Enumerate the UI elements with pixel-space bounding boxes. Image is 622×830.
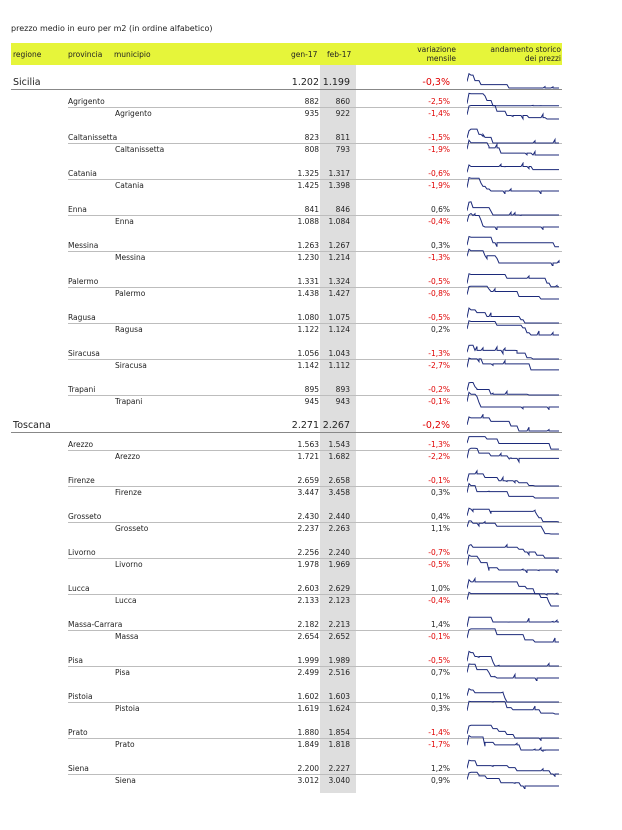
- municipality-name: Livorno: [115, 560, 143, 569]
- variation-value: -0,1%: [428, 632, 450, 641]
- municipality-name: Pistoia: [115, 704, 140, 713]
- region-name: Toscana: [13, 420, 51, 431]
- feb-value: 1.682: [328, 452, 350, 461]
- municipality-name: Grosseto: [115, 524, 149, 533]
- gen-value: 1.602: [297, 692, 319, 701]
- gen-value: 2.603: [297, 584, 319, 593]
- sparkline-path: [467, 484, 559, 498]
- sparkline-path: [467, 74, 559, 88]
- variation-value: 0,9%: [430, 776, 450, 785]
- price-trend-sparkline: [467, 697, 562, 717]
- feb-value: 1.989: [328, 656, 350, 665]
- sparkline-path: [467, 249, 559, 266]
- variation-value: -0,5%: [428, 313, 450, 322]
- sparkline-path: [467, 521, 559, 534]
- variation-value: -1,3%: [428, 253, 450, 262]
- gen-value: 2.430: [297, 512, 319, 521]
- feb-value: 1.969: [328, 560, 350, 569]
- feb-value: 1.112: [328, 361, 350, 370]
- header-andamento: [473, 45, 561, 63]
- sparkline-path: [467, 555, 559, 573]
- table-caption: prezzo medio in euro per m2 (in ordine alfabetico): [11, 24, 213, 33]
- variation-value: -2,2%: [428, 452, 450, 461]
- variation-value: -0,3%: [422, 77, 450, 88]
- gen-value: 1.056: [297, 349, 319, 358]
- feb-value: 1.624: [328, 704, 350, 713]
- province-name: Enna: [68, 205, 87, 214]
- province-name: Firenze: [68, 476, 95, 485]
- header-provincia: provincia: [68, 50, 103, 59]
- sparkline-path: [467, 415, 559, 431]
- feb-value: 1.075: [328, 313, 350, 322]
- price-trend-sparkline: [467, 174, 562, 194]
- variation-value: -1,5%: [428, 133, 450, 142]
- price-trend-sparkline: [467, 71, 562, 91]
- gen-value: 1.880: [297, 728, 319, 737]
- gen-value: 1.202: [291, 77, 319, 88]
- municipality-name: Massa: [115, 632, 139, 641]
- variation-value: -0,8%: [428, 289, 450, 298]
- variation-value: -0,5%: [428, 560, 450, 569]
- price-trend-sparkline: [467, 769, 562, 789]
- gen-value: 1.721: [297, 452, 319, 461]
- price-trend-sparkline: [467, 414, 562, 434]
- variation-value: -1,7%: [428, 740, 450, 749]
- municipality-name: Arezzo: [115, 452, 141, 461]
- feb-value: 846: [335, 205, 350, 214]
- feb-value: 1.398: [328, 181, 350, 190]
- price-trend-sparkline: [467, 625, 562, 645]
- gen-value: 3.447: [297, 488, 319, 497]
- variation-value: -0,5%: [428, 656, 450, 665]
- province-name: Caltanissetta: [68, 133, 118, 142]
- variation-value: 0,3%: [430, 241, 450, 250]
- province-name: Siena: [68, 764, 89, 773]
- sparkline-path: [467, 321, 559, 335]
- price-trend-sparkline: [467, 138, 562, 158]
- feb-value: 2.440: [328, 512, 350, 521]
- feb-value: 860: [335, 97, 350, 106]
- feb-value: 1.854: [328, 728, 350, 737]
- variation-value: 0,7%: [430, 668, 450, 677]
- feb-value: 793: [335, 145, 350, 154]
- gen-value: 1.563: [297, 440, 319, 449]
- municipality-name: Lucca: [115, 596, 137, 605]
- province-name: Messina: [68, 241, 99, 250]
- sparkline-path: [467, 392, 559, 409]
- municipality-name: Pisa: [115, 668, 130, 677]
- table-header: [11, 43, 562, 65]
- gen-value: 945: [304, 397, 319, 406]
- municipality-name: Catania: [115, 181, 144, 190]
- price-trend-sparkline: [467, 354, 562, 374]
- gen-value: 2.237: [297, 524, 319, 533]
- variation-value: -2,7%: [428, 361, 450, 370]
- municipality-name: Ragusa: [115, 325, 143, 334]
- variation-value: -0,4%: [428, 596, 450, 605]
- feb-value: 1.267: [328, 241, 350, 250]
- gen-value: 1.088: [297, 217, 319, 226]
- gen-value: 1.849: [297, 740, 319, 749]
- gen-value: 2.499: [297, 668, 319, 677]
- price-trend-sparkline: [467, 661, 562, 681]
- sparkline-path: [467, 214, 559, 231]
- variation-value: -0,1%: [428, 397, 450, 406]
- gen-value: 1.425: [297, 181, 319, 190]
- header-variazione-line1: variazione: [417, 45, 456, 54]
- municipality-name: Firenze: [115, 488, 142, 497]
- header-regione: regione: [13, 50, 42, 59]
- price-trend-sparkline: [467, 733, 562, 753]
- province-name: Ragusa: [68, 313, 96, 322]
- price-trend-sparkline: [467, 553, 562, 573]
- municipality-name: Messina: [115, 253, 146, 262]
- feb-value: 943: [335, 397, 350, 406]
- variation-value: 1,4%: [430, 620, 450, 629]
- header-variazione: [411, 45, 456, 63]
- price-trend-sparkline: [467, 517, 562, 537]
- gen-value: 808: [304, 145, 319, 154]
- gen-value: 2.659: [297, 476, 319, 485]
- variation-value: 1,0%: [430, 584, 450, 593]
- municipality-name: Siena: [115, 776, 136, 785]
- variation-value: -0,1%: [428, 476, 450, 485]
- feb-value: 1.199: [322, 77, 350, 88]
- gen-value: 1.999: [297, 656, 319, 665]
- municipality-name: Caltanissetta: [115, 145, 165, 154]
- sparkline-path: [467, 629, 559, 642]
- price-trend-sparkline: [467, 210, 562, 230]
- variation-value: 0,3%: [430, 488, 450, 497]
- price-trend-sparkline: [467, 318, 562, 338]
- price-trend-sparkline: [467, 282, 562, 302]
- gen-value: 1.230: [297, 253, 319, 262]
- province-name: Catania: [68, 169, 97, 178]
- variation-value: 0,1%: [430, 692, 450, 701]
- feb-value: 1.124: [328, 325, 350, 334]
- header-andamento-line2: dei prezzi: [524, 54, 561, 63]
- variation-value: 1,2%: [430, 764, 450, 773]
- sparkline-path: [467, 701, 559, 714]
- variation-value: 1,1%: [430, 524, 450, 533]
- province-name: Arezzo: [68, 440, 94, 449]
- price-trend-sparkline: [467, 445, 562, 465]
- variation-value: -0,2%: [428, 385, 450, 394]
- province-name: Agrigento: [68, 97, 105, 106]
- variation-value: -0,6%: [428, 169, 450, 178]
- variation-value: 0,2%: [430, 325, 450, 334]
- province-name: Trapani: [68, 385, 96, 394]
- variation-value: -1,4%: [428, 728, 450, 737]
- feb-value: 922: [335, 109, 350, 118]
- feb-value: 2.227: [328, 764, 350, 773]
- feb-value: 811: [335, 133, 350, 142]
- variation-value: -2,5%: [428, 97, 450, 106]
- gen-value: 1.438: [297, 289, 319, 298]
- feb-value: 1.818: [328, 740, 350, 749]
- province-name: Massa-Carrara: [68, 620, 123, 629]
- gen-value: 1.263: [297, 241, 319, 250]
- municipality-name: Palermo: [115, 289, 146, 298]
- header-variazione-line2: mensile: [426, 54, 456, 63]
- gen-value: 1.122: [297, 325, 319, 334]
- gen-value: 1.331: [297, 277, 319, 286]
- gen-value: 2.654: [297, 632, 319, 641]
- province-name: Pisa: [68, 656, 83, 665]
- header-municipio: municipio: [114, 50, 151, 59]
- price-trend-sparkline: [467, 481, 562, 501]
- variation-value: 0,3%: [430, 704, 450, 713]
- sparkline-path: [467, 106, 559, 120]
- gen-value: 2.182: [297, 620, 319, 629]
- gen-value: 1.142: [297, 361, 319, 370]
- feb-value: 2.263: [328, 524, 350, 533]
- gen-value: 935: [304, 109, 319, 118]
- price-trend-sparkline: [467, 589, 562, 609]
- province-name: Livorno: [68, 548, 96, 557]
- variation-value: -0,5%: [428, 277, 450, 286]
- municipality-name: Agrigento: [115, 109, 152, 118]
- gen-value: 1.080: [297, 313, 319, 322]
- gen-value: 1.619: [297, 704, 319, 713]
- variation-value: -1,4%: [428, 109, 450, 118]
- feb-value: 2.213: [328, 620, 350, 629]
- sparkline-path: [467, 286, 559, 299]
- gen-value: 841: [304, 205, 319, 214]
- gen-value: 3.012: [297, 776, 319, 785]
- sparkline-path: [467, 592, 559, 606]
- variation-value: -1,9%: [428, 181, 450, 190]
- sparkline-path: [467, 163, 559, 172]
- gen-value: 2.133: [297, 596, 319, 605]
- feb-value: 2.123: [328, 596, 350, 605]
- variation-value: -1,3%: [428, 440, 450, 449]
- province-name: Pistoia: [68, 692, 93, 701]
- feb-value: 3.458: [328, 488, 350, 497]
- sparkline-path: [467, 178, 559, 194]
- header-feb: feb-17: [327, 50, 352, 59]
- feb-value: 1.324: [328, 277, 350, 286]
- province-name: Palermo: [68, 277, 99, 286]
- province-name: Lucca: [68, 584, 90, 593]
- gen-value: 2.200: [297, 764, 319, 773]
- feb-value: 2.629: [328, 584, 350, 593]
- variation-value: 0,4%: [430, 512, 450, 521]
- price-trend-sparkline: [467, 102, 562, 122]
- gen-value: 2.256: [297, 548, 319, 557]
- feb-value: 2.516: [328, 668, 350, 677]
- feb-value: 1.603: [328, 692, 350, 701]
- gen-value: 823: [304, 133, 319, 142]
- sparkline-path: [467, 358, 559, 370]
- province-name: Grosseto: [68, 512, 102, 521]
- gen-value: 1.978: [297, 560, 319, 569]
- feb-value: 2.652: [328, 632, 350, 641]
- variation-value: -1,9%: [428, 145, 450, 154]
- variation-value: -0,4%: [428, 217, 450, 226]
- header-andamento-line1: andamento storico: [490, 45, 561, 54]
- feb-value: 1.317: [328, 169, 350, 178]
- header-gen: gen-17: [291, 50, 318, 59]
- variation-value: -0,2%: [422, 420, 450, 431]
- price-trend-sparkline: [467, 390, 562, 410]
- region-name: Sicilia: [13, 77, 41, 88]
- feb-value: 1.427: [328, 289, 350, 298]
- feb-value: 2.267: [322, 420, 350, 431]
- sparkline-path: [467, 140, 559, 155]
- sparkline-path: [467, 448, 559, 462]
- province-name: Siracusa: [68, 349, 100, 358]
- gen-value: 882: [304, 97, 319, 106]
- sparkline-path: [467, 664, 559, 681]
- gen-value: 1.325: [297, 169, 319, 178]
- municipality-name: Trapani: [115, 397, 143, 406]
- variation-value: 0,6%: [430, 205, 450, 214]
- gen-value: 895: [304, 385, 319, 394]
- feb-value: 1.543: [328, 440, 350, 449]
- municipality-name: Prato: [115, 740, 135, 749]
- feb-value: 2.658: [328, 476, 350, 485]
- sparkline-path: [467, 772, 559, 789]
- gen-value: 2.271: [291, 420, 319, 431]
- province-name: Prato: [68, 728, 88, 737]
- municipality-name: Siracusa: [115, 361, 147, 370]
- variation-value: -0,7%: [428, 548, 450, 557]
- feb-value: 2.240: [328, 548, 350, 557]
- feb-value: 893: [335, 385, 350, 394]
- municipality-name: Enna: [115, 217, 134, 226]
- variation-value: -1,3%: [428, 349, 450, 358]
- feb-value: 1.214: [328, 253, 350, 262]
- feb-value: 1.084: [328, 217, 350, 226]
- price-trend-sparkline: [467, 246, 562, 266]
- feb-value: 1.043: [328, 349, 350, 358]
- feb-value: 3.040: [328, 776, 350, 785]
- sparkline-path: [467, 736, 559, 752]
